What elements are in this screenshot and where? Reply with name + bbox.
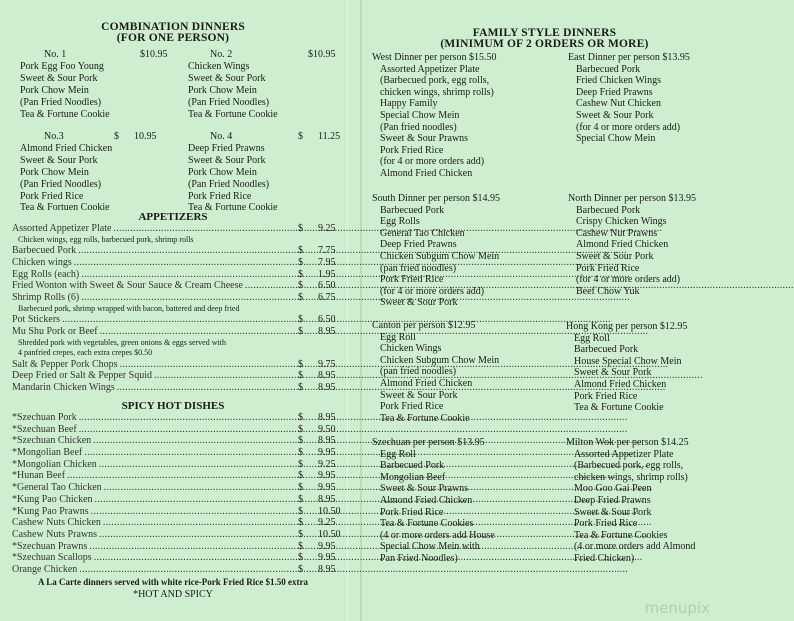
menu-item	[12, 552, 338, 564]
item-name: Fried Wonton with Sweet & Sour Sauce & Cream Cheese	[12, 280, 243, 292]
item-name: *Kung Pao Prawns	[12, 505, 89, 517]
menu-item	[12, 424, 338, 436]
menu-item	[12, 359, 338, 371]
menu-item	[12, 223, 338, 235]
dinner-north	[568, 193, 718, 297]
combo-line: (Pan Fried Noodles)	[188, 96, 270, 108]
left-panel	[8, 21, 341, 600]
combo-no1	[20, 49, 180, 120]
item-name: Pot Stickers	[12, 314, 61, 326]
dinner-line: Chicken Subgum Chow Mein	[380, 250, 500, 262]
dollar-sign: $	[298, 370, 303, 382]
dollar-sign: $	[298, 447, 303, 459]
item-name: Cashew Nuts Chicken	[12, 517, 101, 529]
item-price: 6.50	[318, 314, 336, 326]
item-name: *Hunan Beef	[12, 470, 66, 482]
item-note: 4 panfried crepes, each extra crepes $0.50	[18, 348, 153, 357]
dinner-line: (for 4 or more orders add)	[576, 274, 681, 286]
dinner-line: Assorted Appetizer Plate	[574, 448, 674, 460]
dinner-line: (Barbecued pork, egg rolls,	[380, 75, 490, 87]
dinner-szechuan	[372, 437, 562, 565]
combo-subtitle: (FOR ONE PERSON)	[116, 32, 230, 44]
item-price: 6.50	[318, 280, 336, 292]
dinner-line: chicken wings, shrimp rolls)	[574, 471, 688, 483]
dollar-sign: $	[298, 381, 303, 393]
item-name: *Szechuan Chicken	[12, 435, 92, 447]
dinner-line: House Special Chow Mein	[574, 355, 682, 367]
dinner-line: Barbecued Pork	[576, 63, 641, 75]
dinner-line: (pan fried noodles)	[380, 366, 457, 378]
item-name: *Kung Pao Chicken	[12, 493, 93, 505]
item-price: 9.75	[318, 358, 336, 370]
item-name: Egg Rolls (each)	[12, 268, 80, 280]
combo-name: No. 2	[210, 49, 233, 60]
dinner-title: Canton per person $12.95	[372, 320, 476, 331]
combo-line: Tea & Fortuen Cookie	[20, 202, 110, 214]
item-price: 8.95	[318, 412, 336, 423]
menu-item	[12, 505, 341, 518]
item-price: 9.95	[318, 470, 336, 482]
menu-item	[12, 257, 338, 269]
dinner-line: Barbecued Pork	[574, 344, 639, 356]
dinner-line: (Barbecued pork, egg rolls,	[574, 460, 684, 472]
dinner-line: Almond Fried Chicken	[576, 239, 669, 251]
appetizers-title: APPETIZERS	[138, 211, 208, 223]
spicy-title: SPICY HOT DISHES	[121, 400, 225, 412]
item-price: 9.95	[318, 482, 336, 494]
item-price: 9.95	[318, 552, 336, 564]
combo-line: (Pan Fried Noodles)	[188, 178, 270, 190]
dinner-line: Beef Chow Yuk	[576, 285, 640, 297]
item-name: *Szechuan Pork	[12, 412, 77, 423]
dinner-line: (for 4 or more orders add)	[576, 121, 681, 133]
item-price: 10.50	[318, 505, 341, 517]
dinner-line: Cashew Nut Chicken	[576, 98, 661, 110]
item-name: Shrimp Rolls (6)	[12, 291, 80, 303]
dinner-title: Milton Wok per person $14.25	[566, 437, 689, 448]
watermark: menupix	[644, 599, 710, 617]
item-name: Assorted Appetizer Plate	[12, 223, 112, 234]
dinner-line: chicken wings, shrimp rolls)	[380, 86, 494, 98]
menu-item	[12, 528, 341, 541]
item-name: *Szechuan Beef	[12, 423, 77, 435]
dollar-sign: $	[298, 517, 303, 529]
combo-title: COMBINATION DINNERS	[101, 21, 245, 33]
item-note: Shredded pork with vegetables, green onions & eggs served with	[18, 337, 226, 347]
spicy-list	[12, 412, 341, 576]
item-price: 7.75	[318, 245, 336, 257]
item-note: Chicken wings, egg rolls, barbecued pork, shrimp rolls	[18, 234, 194, 244]
item-name: Orange Chicken	[12, 563, 78, 575]
dinner-line: Pork Fried Rice	[380, 274, 444, 286]
dollar-sign: $	[298, 358, 303, 370]
item-price: 8.95	[318, 563, 336, 575]
dinner-line: Sweet & Sour Prawns	[380, 483, 469, 495]
dinner-hong-kong	[566, 321, 718, 414]
combo-price: $10.95	[308, 49, 336, 60]
dinner-line: Crispy Chicken Wings	[576, 216, 667, 228]
dinner-line: Sweet & Sour Prawns	[380, 133, 469, 145]
dinner-line: Chicken Wings	[380, 343, 442, 355]
menu-item	[12, 564, 338, 576]
combo-name: No. 4	[210, 131, 233, 142]
menu-item	[12, 482, 338, 494]
dinner-line: Sweet & Sour Pork	[576, 109, 654, 121]
dinner-line: Sweet & Sour Pork	[380, 389, 458, 401]
menu-item	[12, 326, 338, 338]
combo-row-2	[20, 131, 341, 215]
combo-line: Pork Egg Foo Young	[20, 60, 104, 72]
dollar-sign: $	[298, 493, 303, 505]
dinner-canton	[372, 320, 562, 424]
dinner-line: Almond Fried Chicken	[380, 377, 473, 389]
combo-row-1	[20, 49, 336, 121]
dinner-south	[372, 193, 562, 309]
item-name: *Szechuan Prawns	[12, 540, 88, 552]
dinner-line: Tea & Fortune Cookie	[380, 412, 470, 424]
dinner-line: Egg Rolls	[380, 216, 420, 228]
combo-line: Pork Chow Mein	[188, 84, 257, 96]
combo-line: Tea & Fortune Cookie	[188, 202, 278, 214]
dollar-sign: $	[298, 458, 303, 470]
dinner-line: Barbecued Pork	[380, 460, 445, 472]
dinner-line: Pork Fried Rice	[576, 262, 640, 274]
dinner-line: (pan fried noodles)	[380, 262, 457, 274]
dinner-east	[568, 52, 718, 145]
combo-price: $ 10.95	[114, 131, 157, 142]
item-name: Mu Shu Pork or Beef	[12, 325, 98, 337]
combo-no3	[20, 131, 180, 214]
family-subtitle: (MINIMUM OF 2 ORDERS OR MORE)	[440, 38, 649, 50]
item-price: 8.95	[318, 381, 336, 393]
dollar-sign: $	[298, 314, 303, 326]
dinner-line: Special Chow Mein	[576, 133, 656, 145]
item-price: 9.50	[318, 423, 336, 435]
dinner-milton-wok	[566, 437, 718, 565]
dollar-sign: $	[298, 291, 303, 303]
menu-item	[12, 447, 338, 459]
item-name: Cashew Nuts Prawns	[12, 528, 97, 540]
dinner-line: Pork Fried Rice	[380, 401, 444, 413]
menu-item	[12, 517, 338, 529]
menu-item	[12, 370, 338, 382]
dinner-line: Fried Chicken)	[574, 552, 635, 564]
combo-line: Sweet & Sour Pork	[20, 72, 98, 84]
dinner-title: North Dinner per person $13.95	[568, 193, 697, 204]
item-price: 9.25	[318, 517, 336, 529]
combo-name: No. 1	[44, 49, 67, 60]
combo-no2	[188, 49, 338, 120]
combo-no4	[188, 131, 341, 214]
dinner-line: Cashew Nut Prawns	[576, 227, 658, 239]
combo-line: Sweet & Sour Pork	[188, 72, 266, 84]
menu-item	[12, 314, 338, 326]
item-price: 9.95	[318, 447, 336, 459]
combo-price: $10.95	[140, 49, 168, 60]
combo-line: Pork Chow Mein	[188, 166, 257, 178]
item-name: Chicken wings	[12, 256, 72, 268]
dinner-line: Barbecued Pork	[576, 204, 641, 216]
dollar-sign: $	[298, 412, 303, 423]
item-name: Barbecued Pork	[12, 245, 77, 257]
combo-line: Pork Chow Mein	[20, 166, 89, 178]
dinner-line: Pork Fried Rice	[574, 390, 638, 402]
combo-line: Pork Fried Rice	[20, 190, 84, 202]
dinner-line: Happy Family	[380, 98, 438, 110]
combo-line: (Pan Fried Noodles)	[20, 178, 102, 190]
dollar-sign: $	[298, 482, 303, 494]
combo-line: Chicken Wings	[188, 60, 250, 72]
dinner-line: Barbecued Pork	[380, 204, 445, 216]
dinner-title: South Dinner per person $14.95	[372, 193, 501, 204]
dollar-sign: $	[298, 540, 303, 552]
item-name: *General Tao Chicken	[12, 482, 102, 494]
dinner-line: Tea & Fortune Cookie	[574, 402, 664, 414]
menu-item	[12, 541, 338, 553]
menu-item	[12, 459, 338, 471]
dinner-line: Deep Fried Prawns	[380, 239, 457, 251]
dinner-line: Deep Fried Prawns	[576, 86, 653, 98]
dinner-line: Egg Roll	[380, 331, 416, 343]
dinner-west	[372, 52, 562, 180]
combo-line: Pork Fried Rice	[188, 190, 252, 202]
item-name: Mandarin Chicken Wings	[12, 381, 115, 393]
dollar-sign: $	[298, 470, 303, 482]
menu-item	[12, 412, 338, 424]
combo-line: Tea & Fortune Cookie	[20, 108, 110, 120]
dollar-sign: $	[298, 505, 303, 517]
combo-line: Deep Fried Prawns	[188, 142, 265, 154]
dinner-line: Pan Fried Noodles)	[380, 552, 458, 564]
combo-line: Pork Chow Mein	[20, 84, 89, 96]
dinner-line: Fried Chicken Wings	[576, 75, 661, 87]
dinner-title: West Dinner per person $15.50	[372, 52, 497, 63]
menu-item	[12, 245, 338, 257]
dinner-line: (for 4 or more orders add)	[380, 285, 485, 297]
menu-item	[12, 470, 338, 482]
dinner-line: (4 or more orders add House	[380, 529, 495, 541]
item-name: *Mongolian Chicken	[12, 458, 97, 470]
dollar-sign: $	[298, 280, 303, 292]
dinner-line: Sweet & Sour Pork	[576, 250, 654, 262]
menu-item	[12, 280, 338, 292]
ala-carte-note: A La Carte dinners served with white rice-Pork Fried Rice $1.50 extra	[38, 577, 308, 587]
combo-line: Sweet & Sour Pork	[20, 154, 98, 166]
item-price: 9.95	[318, 540, 336, 552]
item-price: 6.75	[318, 291, 336, 303]
family-title: FAMILY STYLE DINNERS	[472, 27, 617, 39]
item-price: 9.25	[318, 223, 336, 234]
dollar-sign: $	[298, 268, 303, 280]
dinner-line: Mongolian Beef	[380, 471, 446, 483]
item-price: 7.95	[318, 256, 336, 268]
dinner-line: Pork Fried Rice	[574, 518, 638, 530]
dinner-line: (4 or more orders add Almond	[574, 541, 696, 553]
dinner-line: (for 4 or more orders add)	[380, 156, 485, 168]
dinner-line: Pork Fried Rice	[380, 144, 444, 156]
combo-line: Tea & Fortune Cookie	[188, 108, 278, 120]
dinner-line: Almond Fried Chicken	[380, 494, 473, 506]
item-price: 1.95	[318, 268, 336, 280]
dinner-line: Sweet & Sour Pork	[380, 297, 458, 309]
dollar-sign: $	[298, 563, 303, 575]
dinner-line: Almond Fried Chicken	[380, 167, 473, 179]
dollar-sign: $	[298, 325, 303, 337]
dinner-line: Tea & Fortune Cookies	[380, 518, 474, 530]
item-name: *Mongolian Beef	[12, 447, 83, 459]
menu-item	[12, 435, 338, 447]
dinner-line: General Tao Chicken	[380, 227, 465, 239]
dollar-sign: $	[298, 552, 303, 564]
dollar-sign: $	[298, 423, 303, 435]
menu-item	[12, 494, 338, 506]
dollar-sign: $	[298, 256, 303, 268]
dinner-line: Egg Roll	[380, 448, 416, 460]
item-price: 8.95	[318, 370, 336, 382]
item-name: *Szechuan Scallops	[12, 552, 92, 564]
hot-spicy-note: *HOT AND SPICY	[133, 589, 213, 600]
combo-line: Sweet & Sour Pork	[188, 154, 266, 166]
menu-item	[12, 382, 338, 394]
dinner-line: Sweet & Sour Pork	[574, 506, 652, 518]
dinner-line: Tea & Fortune Cookies	[574, 529, 668, 541]
dollar-sign: $	[298, 435, 303, 447]
appetizers-list	[12, 223, 338, 394]
dollar-sign: $	[298, 245, 303, 257]
dinner-title: East Dinner per person $13.95	[568, 52, 690, 63]
dinner-line: Special Chow Mein	[380, 109, 460, 121]
combo-price: $ 11.25	[298, 131, 341, 142]
right-panel	[372, 28, 717, 50]
dinner-line: Egg Roll	[574, 332, 610, 344]
item-note: Barbecued pork, shrimp wrapped with bacon, battered and deep fried	[18, 303, 240, 313]
combo-name: No.3	[44, 131, 64, 142]
dinner-title: Hong Kong per person $12.95	[566, 321, 688, 332]
dollar-sign: $	[298, 223, 303, 234]
dinner-line: Moo Goo Gai Peen	[574, 483, 652, 495]
dinner-title: Szechuan per person $13.95	[372, 437, 485, 448]
dinner-line: Sweet & Sour Pork	[574, 367, 652, 379]
item-price: 9.25	[318, 458, 336, 470]
item-name: Salt & Pepper Pork Chops	[12, 358, 118, 370]
dollar-sign: $	[298, 528, 303, 540]
menu-item	[12, 292, 338, 304]
item-price: 8.95	[318, 325, 336, 337]
dinner-line: (Pan fried noodles)	[380, 121, 457, 133]
combo-line: Almond Fried Chicken	[20, 142, 113, 154]
item-price: 8.95	[318, 493, 336, 505]
menu-item	[12, 269, 338, 281]
dinner-line: Chicken Subgum Chow Mein	[380, 354, 500, 366]
item-name: Deep Fried or Salt & Pepper Squid	[12, 370, 152, 382]
dinner-line: Special Chow Mein with	[380, 541, 480, 553]
item-price: 10.50	[318, 528, 341, 540]
combo-line: (Pan Fried Noodles)	[20, 96, 102, 108]
dinner-line: Almond Fried Chicken	[574, 378, 667, 390]
dinner-line: Pork Fried Rice	[380, 506, 444, 518]
item-price: 8.95	[318, 435, 336, 447]
dinner-line: Assorted Appetizer Plate	[380, 63, 480, 75]
dinner-line: Deep Fried Prawns	[574, 494, 651, 506]
